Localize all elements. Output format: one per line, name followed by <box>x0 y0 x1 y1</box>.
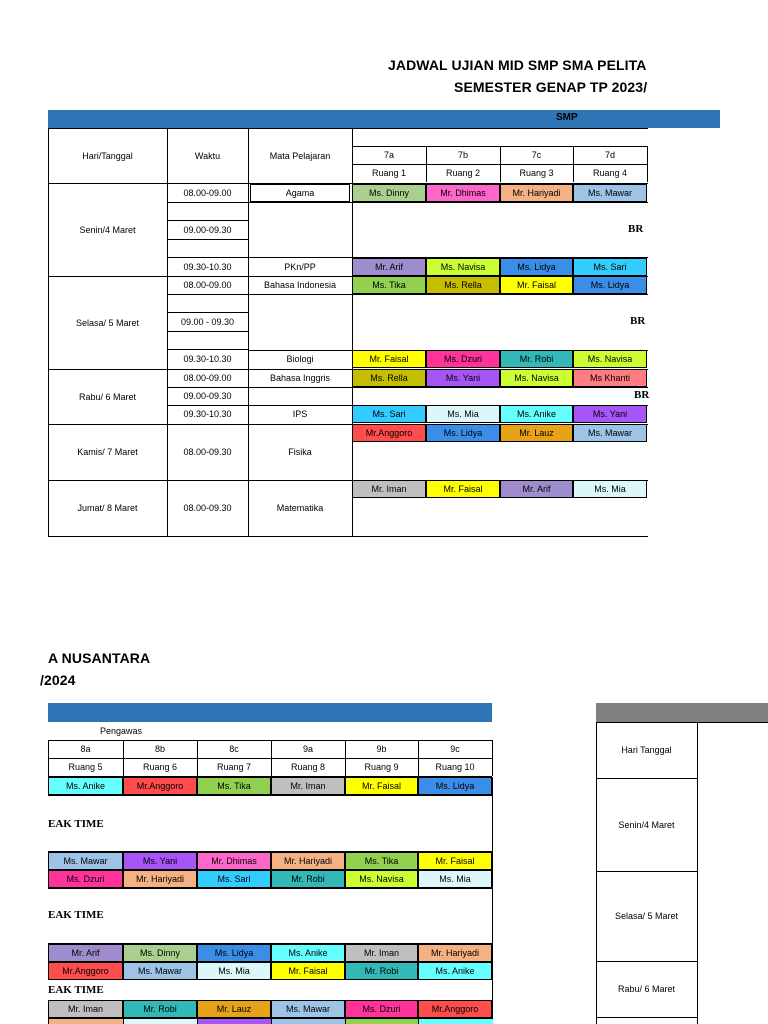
time-cell: 09.00-09.30 <box>183 225 232 235</box>
teacher-cell: Ms. Yani <box>123 852 197 870</box>
teacher-cell: Mr. Lauz <box>197 1000 271 1018</box>
header-hari: Hari/Tanggal <box>82 150 133 161</box>
header-mapel: Mata Pelajaran <box>269 150 331 161</box>
subject-cell: Biologi <box>286 354 314 364</box>
time-cell: 08.00-09.00 <box>183 188 232 198</box>
time-cell: 09.00 - 09.30 <box>180 317 235 327</box>
class-header: 8c <box>229 744 239 754</box>
teacher-cell-partial <box>123 1019 198 1024</box>
grid-line <box>647 146 648 182</box>
grid-line <box>697 722 698 1024</box>
teacher-cell: Mr. Faisal <box>426 480 500 498</box>
side-day-label: Selasa/ 5 Maret <box>614 911 679 921</box>
teacher-cell: Mr. Lauz <box>500 424 573 442</box>
teacher-cell: Ms. Navisa <box>345 870 418 888</box>
teacher-cell: Mr. Robi <box>123 1000 197 1018</box>
teacher-cell: Mr. Faisal <box>418 852 492 870</box>
grid-line <box>492 740 493 776</box>
teacher-cell: Mr. Hariyadi <box>123 870 197 888</box>
time-cell: 08.00-09.00 <box>183 280 232 290</box>
class-header: 7c <box>531 150 542 160</box>
teacher-cell: Ms. Rella <box>352 369 426 387</box>
teacher-cell: Ms. Tika <box>352 276 426 294</box>
teacher-cell: Ms. Mawar <box>573 184 647 202</box>
teacher-cell: Ms. Yani <box>426 369 500 387</box>
teacher-cell: Ms. Anike <box>418 962 492 980</box>
break-time-label: EAK TIME <box>48 984 104 996</box>
title-continuation-2: /2024 <box>40 672 76 688</box>
teacher-cell: Ms. Tika <box>197 777 271 795</box>
class-header: 7d <box>604 150 615 160</box>
teacher-cell: Ms. Anike <box>500 405 573 423</box>
teacher-cell: Mr.Anggoro <box>123 777 197 795</box>
teacher-cell: Ms Khanti <box>573 369 647 387</box>
teacher-cell: Ms. Rella <box>426 276 500 294</box>
break-time-label: BR <box>634 389 650 401</box>
teacher-cell: Ms. Sari <box>573 258 647 276</box>
time-cell: 09.30-10.30 <box>183 354 232 364</box>
teacher-cell-partial <box>48 1019 124 1024</box>
break-time-label: EAK TIME <box>48 818 104 830</box>
grid-line <box>573 146 574 182</box>
side-day-label: Senin/4 Maret <box>618 819 675 830</box>
time-cell: 09.30-10.30 <box>183 409 232 419</box>
teacher-cell: Ms. Anike <box>271 944 345 962</box>
teacher-cell: Mr. Hariyadi <box>418 944 492 962</box>
room-header: Ruang 1 <box>371 168 407 178</box>
day-label: Rabu/ 6 Maret <box>78 391 137 402</box>
subject-cell: IPS <box>292 409 308 419</box>
teacher-cell: Ms. Dzuri <box>426 350 500 368</box>
teacher-cell: Ms. Tika <box>345 852 418 870</box>
teacher-cell: Mr. Dhimas <box>426 184 500 202</box>
break-time-label: BR <box>630 315 646 327</box>
teacher-cell: Ms. Dzuri <box>48 870 123 888</box>
teacher-cell: Ms. Navisa <box>500 369 573 387</box>
title-line-1: JADWAL UJIAN MID SMP SMA PELITA <box>388 57 647 73</box>
grid-line <box>167 202 248 203</box>
room-header: Ruang 10 <box>435 762 475 772</box>
room-header: Ruang 2 <box>445 168 481 178</box>
teacher-cell: Mr. Faisal <box>352 350 426 368</box>
teacher-cell: Mr. Arif <box>48 944 123 962</box>
smp-label: SMP <box>556 112 578 123</box>
teacher-cell: Mr. Faisal <box>271 962 345 980</box>
teacher-cell: Mr. Arif <box>500 480 573 498</box>
subject-cell: Agama <box>250 184 350 202</box>
break-time-label: BR <box>628 223 644 235</box>
teacher-cell: Ms. Anike <box>48 777 123 795</box>
teacher-cell-partial <box>271 1019 346 1024</box>
side-header-label: Hari Tanggal <box>621 745 672 755</box>
teacher-cell: Mr. Arif <box>352 258 426 276</box>
teacher-cell: Ms. Navisa <box>573 350 647 368</box>
teacher-cell: Ms. Mawar <box>48 852 123 870</box>
time-cell: 08.00-09.30 <box>183 503 232 513</box>
teacher-cell: Ms. Yani <box>573 405 647 423</box>
subject-cell: PKn/PP <box>284 262 316 272</box>
room-header: Ruang 6 <box>142 762 178 772</box>
subject-cell: Fisika <box>288 447 312 457</box>
class-header: 9b <box>376 744 387 754</box>
teacher-cell: Mr. Dhimas <box>197 852 271 870</box>
teacher-cell: Ms. Dzuri <box>345 1000 418 1018</box>
teacher-cell: Mr. Faisal <box>500 276 573 294</box>
teacher-cell: Ms. Lidya <box>426 424 500 442</box>
teacher-cell: Mr. Hariyadi <box>500 184 573 202</box>
teacher-cell: Mr. Robi <box>345 962 418 980</box>
teacher-cell: Ms. Lidya <box>500 258 573 276</box>
teacher-cell: Mr.Anggoro <box>352 424 426 442</box>
title-line-2: SEMESTER GENAP TP 2023/ <box>454 79 648 95</box>
smp-header-bar <box>48 110 720 128</box>
class-header: 9c <box>450 744 460 754</box>
teacher-cell: Ms. Mia <box>197 962 271 980</box>
room-header: Ruang 7 <box>216 762 252 772</box>
time-cell: 09.30-10.30 <box>183 262 232 272</box>
class-header: 9a <box>302 744 313 754</box>
day-label: Selasa/ 5 Maret <box>75 317 140 328</box>
teacher-cell: Ms. Mia <box>418 870 492 888</box>
side-day-label: Rabu/ 6 Maret <box>617 984 676 994</box>
grid-line <box>492 777 493 1022</box>
room-header: Ruang 9 <box>364 762 399 772</box>
teacher-cell: Mr. Robi <box>271 870 345 888</box>
grid-line <box>48 536 648 537</box>
title-continuation-1: A NUSANTARA <box>48 650 151 666</box>
teacher-cell: Ms. Lidya <box>197 944 271 962</box>
teacher-cell: Ms. Sari <box>352 405 426 423</box>
class-header: 8b <box>154 744 165 754</box>
teacher-cell: Ms. Mawar <box>123 962 197 980</box>
grid-line <box>167 239 248 240</box>
time-cell: 08.00-09.00 <box>183 373 232 383</box>
teacher-cell: Ms. Dinny <box>123 944 197 962</box>
class-header: 7a <box>383 150 394 160</box>
teacher-cell: Ms. Lidya <box>573 276 647 294</box>
side-header-bar <box>596 703 768 722</box>
grid-line <box>48 888 492 889</box>
teacher-cell: Ms. Mia <box>573 480 647 498</box>
grid-line <box>426 146 427 182</box>
subject-cell: Matematika <box>276 503 324 513</box>
grid-line <box>167 294 648 295</box>
teacher-cell: Ms. Mawar <box>573 424 647 442</box>
grid-line <box>248 202 648 203</box>
teacher-cell: Mr. Iman <box>352 480 426 498</box>
day-label: Kamis/ 7 Maret <box>77 447 138 457</box>
teacher-cell: Ms. Mawar <box>271 1000 345 1018</box>
teacher-cell-partial <box>345 1019 419 1024</box>
teacher-cell: Mr. Iman <box>345 944 418 962</box>
pengawas-label: Pengawas <box>100 726 143 736</box>
teacher-cell: Mr.Anggoro <box>48 962 123 980</box>
break-time-label: EAK TIME <box>48 909 104 921</box>
teacher-cell: Ms. Sari <box>197 870 271 888</box>
room-header: Ruang 5 <box>68 762 103 772</box>
teacher-cell: Mr. Hariyadi <box>271 852 345 870</box>
time-cell: 09.00-09.30 <box>183 391 232 401</box>
teacher-cell-partial <box>418 1019 493 1024</box>
header-waktu: Waktu <box>194 150 221 161</box>
teacher-cell-partial <box>197 1019 272 1024</box>
day-label: Senin/4 Maret <box>79 224 136 235</box>
continuation-header-bar <box>48 703 492 722</box>
grid-line <box>48 795 492 796</box>
subject-cell: Bahasa Indonesia <box>263 280 337 290</box>
teacher-cell: Mr. Robi <box>500 350 573 368</box>
teacher-cell: Ms. Navisa <box>426 258 500 276</box>
class-header: 7b <box>457 150 468 160</box>
teacher-cell: Ms. Mia <box>426 405 500 423</box>
teacher-cell: Ms. Lidya <box>418 777 492 795</box>
grid-line <box>500 146 501 182</box>
teacher-cell: Mr. Iman <box>48 1000 123 1018</box>
room-header: Ruang 4 <box>592 168 628 178</box>
teacher-cell: Mr. Faisal <box>345 777 418 795</box>
day-label: Jumat/ 8 Maret <box>77 503 138 513</box>
grid-line <box>596 1017 697 1018</box>
teacher-cell: Mr.Anggoro <box>418 1000 492 1018</box>
class-header: 8a <box>80 744 91 754</box>
room-header: Ruang 3 <box>519 168 554 178</box>
time-cell: 08.00-09.30 <box>183 447 232 457</box>
grid-line <box>167 331 248 332</box>
room-header: Ruang 8 <box>290 762 326 772</box>
teacher-cell: Mr. Iman <box>271 777 345 795</box>
subject-cell: Bahasa Inggris <box>269 373 331 383</box>
teacher-cell: Ms. Dinny <box>352 184 426 202</box>
